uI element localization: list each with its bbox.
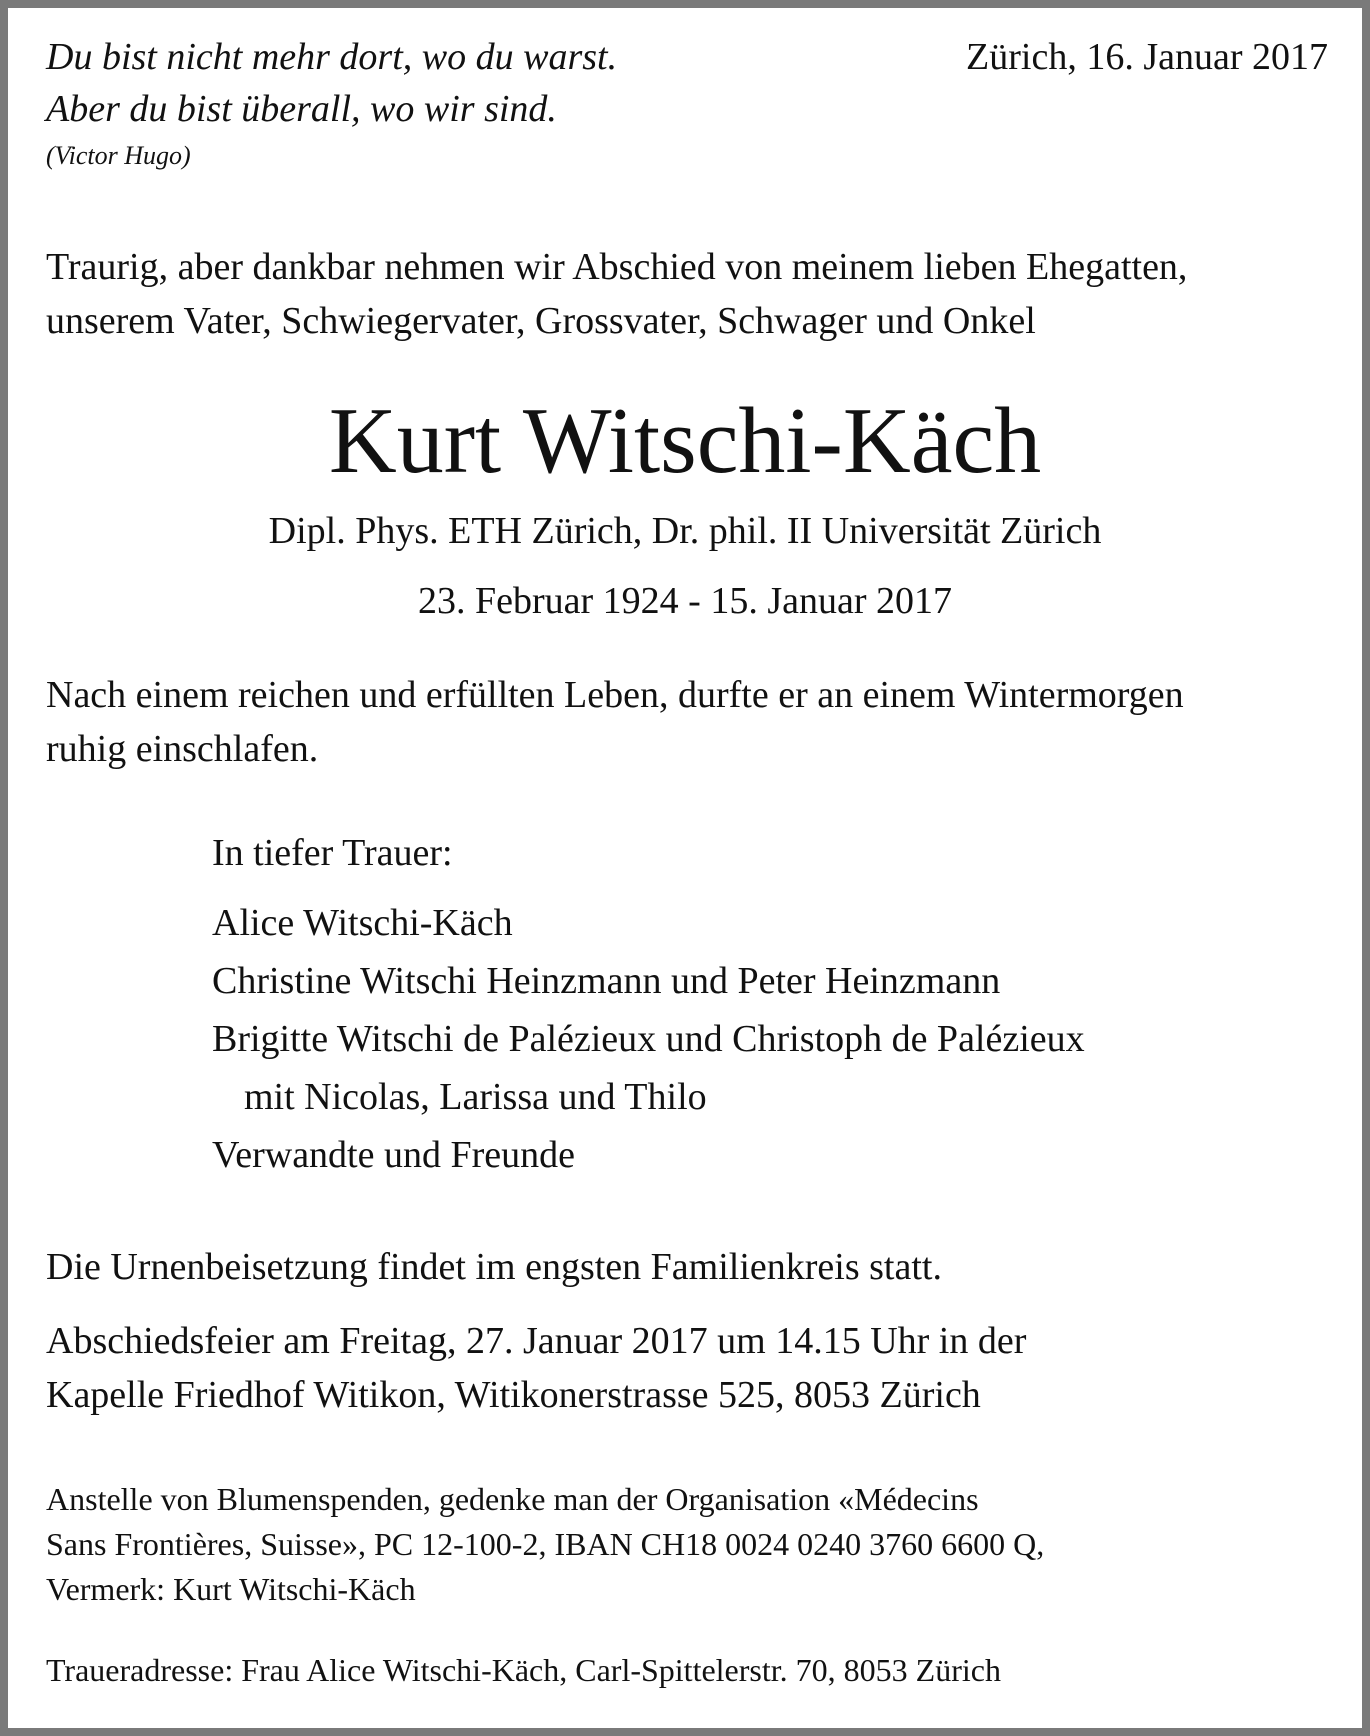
intro-line-1: Traurig, aber dankbar nehmen wir Abschied von meinem lieben Ehegatten, xyxy=(46,246,1188,288)
burial-notice: Die Urnenbeisetzung findet im engsten Familienkreis statt. xyxy=(46,1246,942,1288)
mourning-address: Traueradresse: Frau Alice Witschi-Käch, Carl-Spittelerstr. 70, 8053 Zürich xyxy=(46,1652,1001,1688)
place-date: Zürich, 16. Januar 2017 xyxy=(966,36,1328,78)
mourner-name: Alice Witschi-Käch xyxy=(212,902,513,944)
mourner-name: Verwandte und Freunde xyxy=(212,1134,576,1176)
ceremony-line-1: Abschiedsfeier am Freitag, 27. Januar 2017 um 14.15 Uhr in der xyxy=(46,1320,1027,1362)
life-dates: 23. Februar 1924 - 15. Januar 2017 xyxy=(417,580,952,622)
deceased-titles: Dipl. Phys. ETH Zürich, Dr. phil. II Universität Zürich xyxy=(268,510,1102,552)
intro-line-2: unserem Vater, Schwiegervater, Grossvater, Schwager und Onkel xyxy=(46,300,1036,342)
mourner-name-continuation: mit Nicolas, Larissa und Thilo xyxy=(244,1076,707,1118)
mourners-heading: In tiefer Trauer: xyxy=(212,832,453,874)
mourner-name: Christine Witschi Heinzmann und Peter Heinzmann xyxy=(212,960,1001,1002)
deceased-name: Kurt Witschi-Käch xyxy=(328,389,1042,493)
passing-line-2: ruhig einschlafen. xyxy=(46,728,319,770)
ceremony-line-2: Kapelle Friedhof Witikon, Witikonerstrasse 525, 8053 Zürich xyxy=(46,1374,981,1416)
passing-line-1: Nach einem reichen und erfüllten Leben, durfte er an einem Wintermorgen xyxy=(46,674,1184,716)
donation-line-2: Sans Frontières, Suisse», PC 12-100-2, IBAN CH18 0024 0240 3760 6600 Q, xyxy=(46,1526,1045,1562)
donation-line-3: Vermerk: Kurt Witschi-Käch xyxy=(46,1571,416,1607)
quote-author: (Victor Hugo) xyxy=(46,141,191,170)
quote-line-1: Du bist nicht mehr dort, wo du warst. xyxy=(46,36,618,78)
mourner-name: Brigitte Witschi de Palézieux und Christoph de Palézieux xyxy=(212,1018,1085,1060)
quote-line-2: Aber du bist überall, wo wir sind. xyxy=(46,88,557,130)
donation-line-1: Anstelle von Blumenspenden, gedenke man der Organisation «Médecins xyxy=(46,1481,979,1517)
